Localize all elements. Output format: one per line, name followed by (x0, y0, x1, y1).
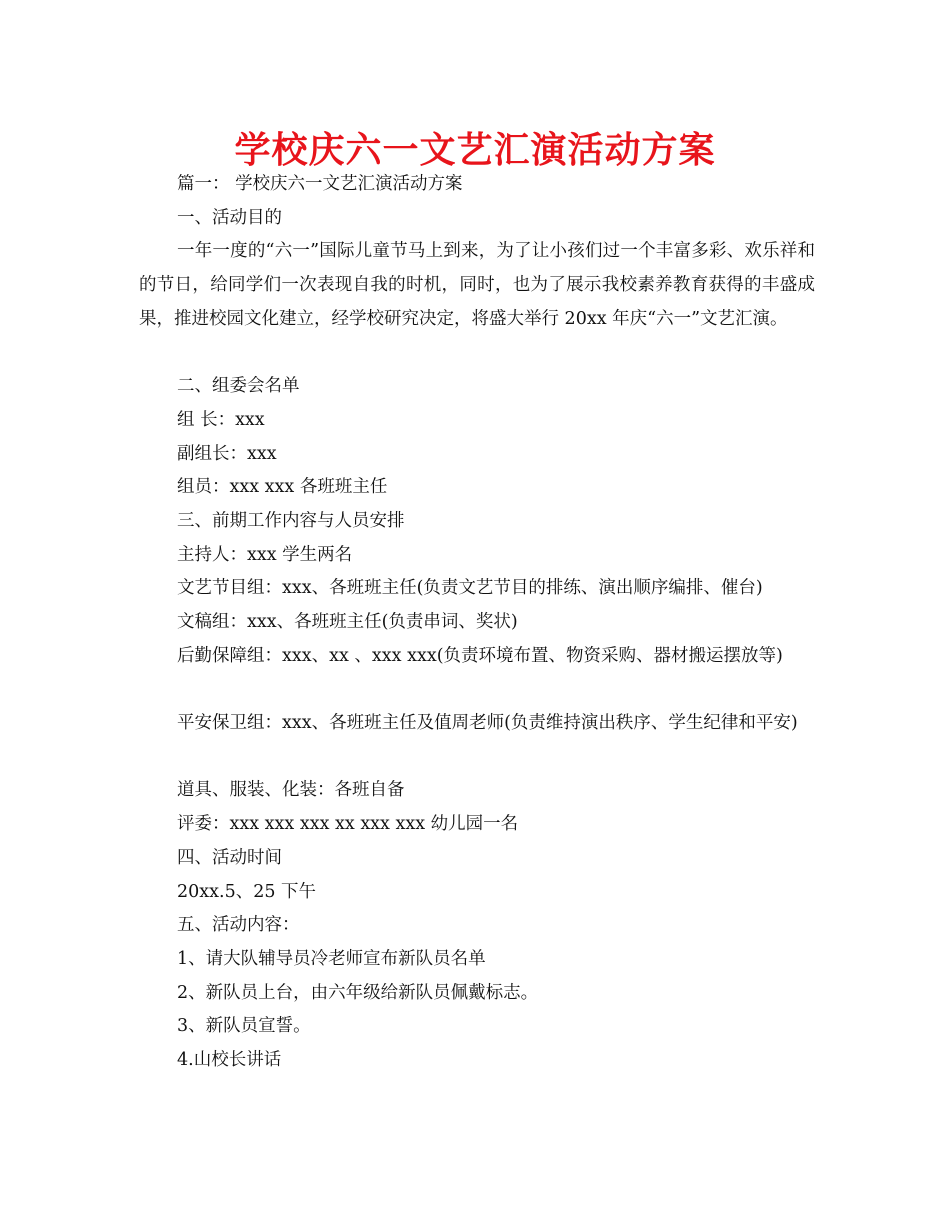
text-line: 组 长：xxx (177, 409, 265, 430)
section-heading: 四、活动时间 (177, 847, 282, 868)
text-line: 文稿组：xxx、各班班主任(负责串词、奖状) (177, 611, 518, 632)
document-body (139, 168, 815, 1078)
text-line: 20xx.5、25 下午 (177, 881, 317, 902)
list-item: 2、新队员上台，由六年级给新队员佩戴标志。 (177, 982, 539, 1003)
section-heading: 三、前期工作内容与人员安排 (177, 510, 405, 531)
list-item: 1、请大队辅导员冷老师宣布新队员名单 (177, 948, 486, 969)
text-line: 组员：xxx xxx 各班班主任 (177, 477, 388, 498)
section-heading: 篇一： 学校庆六一文艺汇演活动方案 (177, 174, 463, 194)
list-item: 4.山校长讲话 (177, 1049, 282, 1070)
section-heading: 五、活动内容： (177, 915, 300, 936)
paragraph: 平安保卫组：xxx、各班班主任及值周老师(负责维持演出秩序、学生纪律和平安) (177, 713, 798, 734)
list-item: 3、新队员宣誓。 (177, 1016, 311, 1037)
section-heading: 一、活动目的 (177, 207, 282, 228)
text-line: 副组长：xxx (177, 443, 277, 464)
text-line: 主持人：xxx 学生两名 (177, 544, 353, 565)
text-line: 文艺节目组：xxx、各班班主任(负责文艺节目的排练、演出顺序编排、催台) (177, 578, 763, 599)
page-title: 学校庆六一文艺汇演活动方案 (234, 130, 716, 171)
section-heading: 二、组委会名单 (177, 376, 300, 397)
paragraph: 后勤保障组：xxx、xx 、xxx xxx(负责环境布置、物资采购、器材搬运摆放等) (177, 645, 783, 666)
paragraph: 一年一度的“六一”国际儿童节马上到来，为了让小孩们过一个丰富多彩、欢乐祥和的节日，给同学们一次表现自我的时机，同时，也为了展示我校素养教育获得的丰盛成果，推进校园文化建立，经学校研究决定，将盛大举行 20xx 年庆“六一”文艺汇演。 (139, 241, 815, 329)
text-line: 评委：xxx xxx xxx xx xxx xxx 幼儿园一名 (177, 814, 519, 835)
text-line: 道具、服装、化装：各班自备 (177, 780, 405, 801)
